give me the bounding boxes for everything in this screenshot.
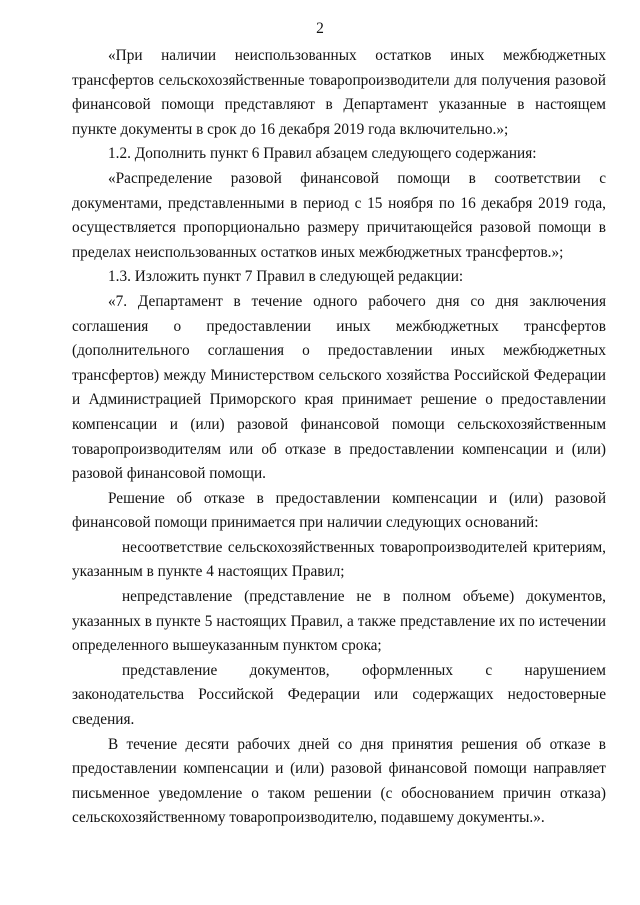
paragraph-ground-criteria: несоответствие сельскохозяйственных товаропроизводителей критериям, указанным в пункте 4 настоящих Правил; bbox=[72, 538, 606, 581]
paragraph-item-1-2: 1.2. Дополнить пункт 6 Правил абзацем следующего содержания: bbox=[108, 145, 537, 163]
paragraph-distribution: «Распределение разовой финансовой помощи в соответствии с документами, представленными в период с 15 ноября по 16 декабря 2019 года, осуществляется пропорционально размеру причитающейся разовой помощи в пределах неиспользованных остатков иных межбюджетных трансфертов.»; bbox=[72, 169, 606, 261]
paragraph-item-1-3: 1.3. Изложить пункт 7 Правил в следующей редакции: bbox=[108, 268, 464, 286]
paragraph-refusal-decision: Решение об отказе в предоставлении компенсации и (или) разовой финансовой помощи принимается при наличии следующих оснований: bbox=[72, 489, 606, 532]
document-body bbox=[72, 44, 606, 831]
page-number: 2 bbox=[316, 20, 324, 37]
paragraph-remaining-transfers: «При наличии неиспользованных остатков иных межбюджетных трансфертов сельскохозяйственные товаропроизводители для получения разовой финансовой помощи представляют в Департамент указанные в настоящем пункте документы в срок до 16 декабря 2019 года включительно.»; bbox=[72, 47, 606, 138]
paragraph-notification: В течение десяти рабочих дней со дня принятия решения об отказе в предоставлении компенсации и (или) разовой финансовой помощи направляет письменное уведомление о таком решении (с обоснованием причин отказа) сельскохозяйственному товаропроизводителю, подавшему документы.». bbox=[72, 735, 606, 827]
paragraph-ground-violations: представление документов, оформленных с нарушением законодательства Российской Федерации или содержащих недостоверные сведения. bbox=[72, 661, 606, 729]
paragraph-point-7: «7. Департамент в течение одного рабочего дня со дня заключения соглашения о предоставлении иных межбюджетных трансфертов (дополнительного соглашения о предоставлении иных межбюджетных трансфертов) между Министерством сельского хозяйства Российской Федерации и Администрацией Приморского края принимает решение о предоставлении компенсации и (или) разовой финансовой помощи сельскохозяйственным товаропроизводителям или об отказе в предоставлении компенсации и (или) разовой финансовой помощи. bbox=[72, 292, 606, 483]
paragraph-ground-documents: непредставление (представление не в полном объеме) документов, указанных в пункте 5 настоящих Правил, а также представление их по истечении определенного вышеуказанным пунктом срока; bbox=[72, 588, 606, 655]
